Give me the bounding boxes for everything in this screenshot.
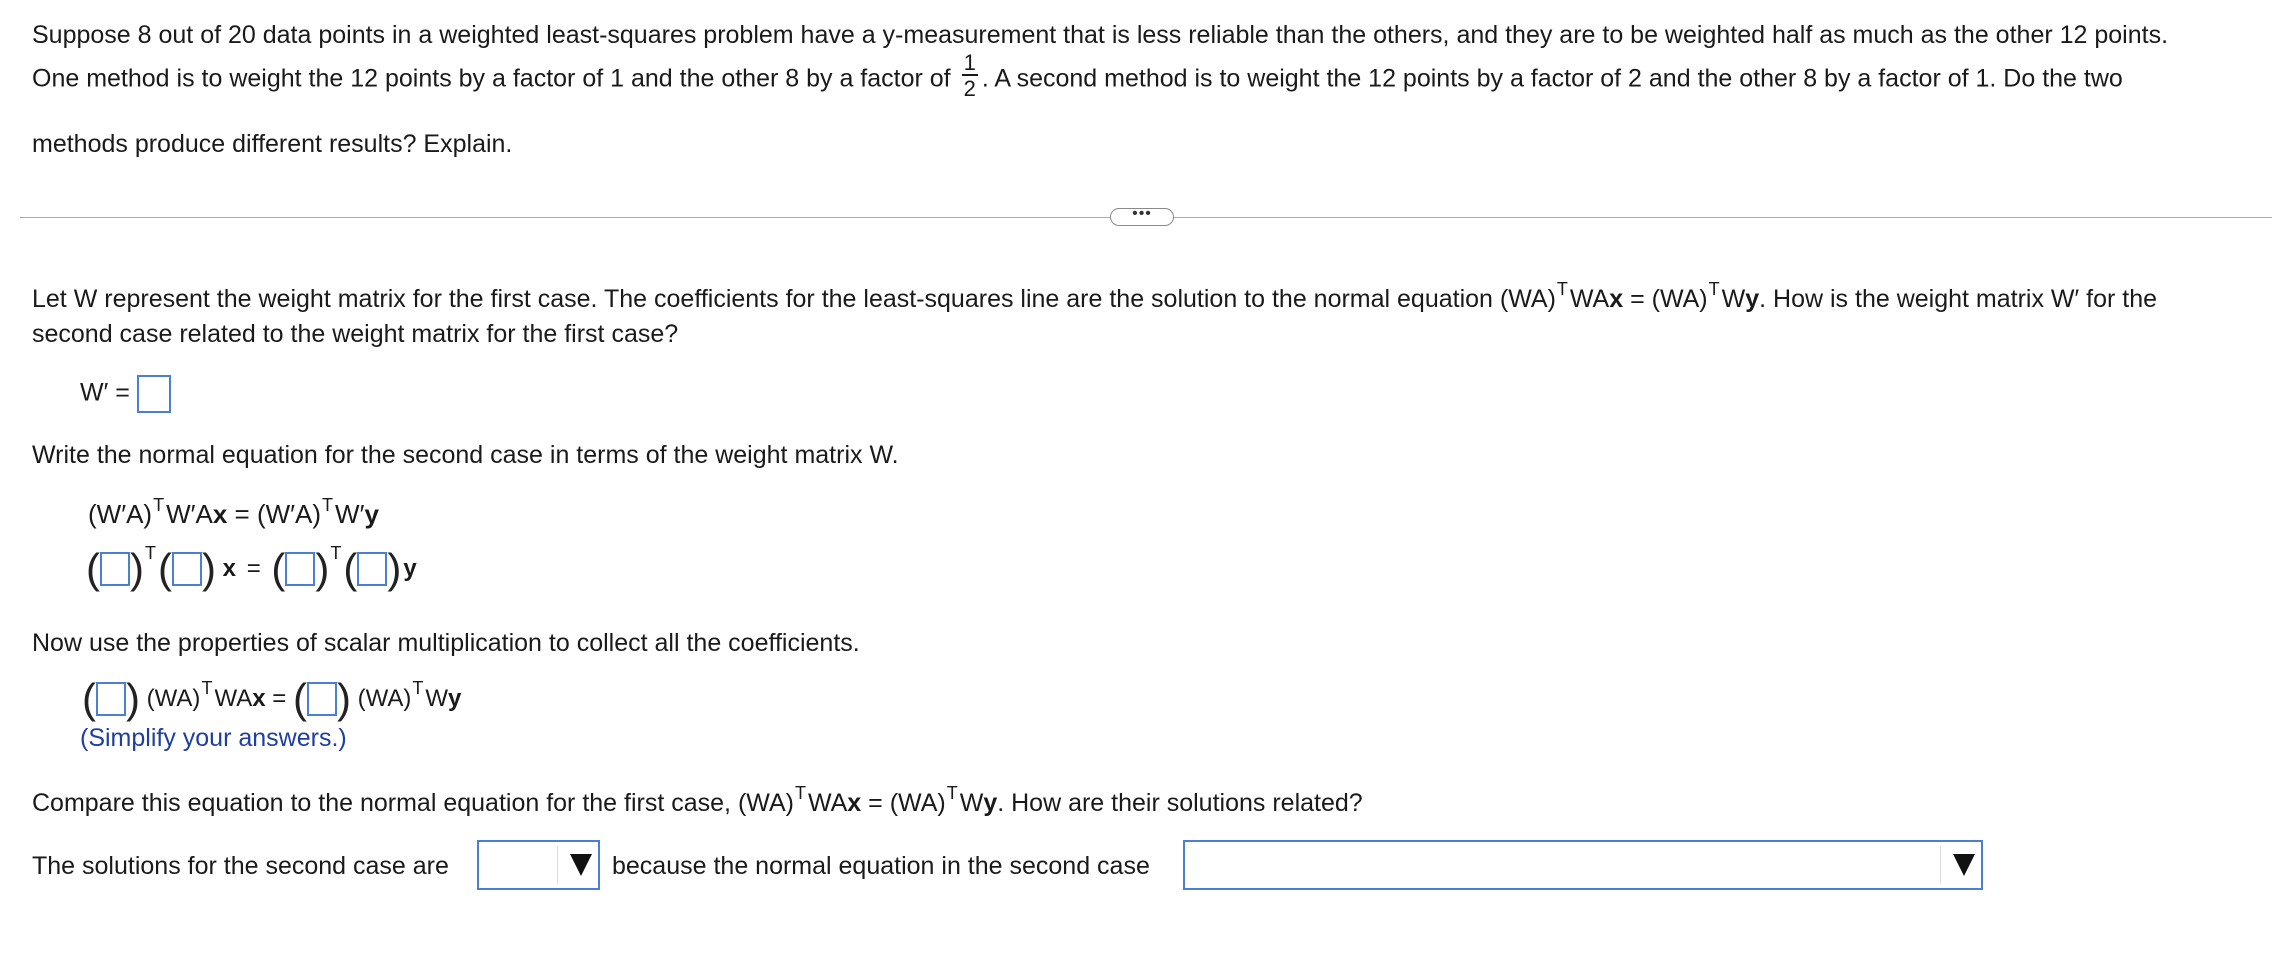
- part1-y: y: [1745, 285, 1760, 313]
- coef-w: W: [425, 685, 449, 712]
- eq-inputs-y: y: [403, 555, 417, 582]
- close-paren: ): [130, 545, 144, 592]
- transpose-sup: T: [201, 678, 213, 698]
- problem-line-2: [32, 50, 2123, 104]
- eq-input-1[interactable]: [100, 552, 130, 586]
- part1-line-1: [32, 279, 2158, 316]
- part3-prompt: Now use the properties of scalar multiplication to collect all the coefficients.: [32, 629, 860, 657]
- w-prime-answer-row: [80, 375, 171, 413]
- transpose-sup: T: [794, 783, 806, 803]
- coef-x: x: [252, 685, 266, 712]
- problem-line-3: methods produce different results? Explain.: [32, 130, 513, 158]
- part4-wa: WA: [807, 789, 848, 817]
- transpose-sup: T: [946, 783, 958, 803]
- coef-term-1: [146, 678, 293, 712]
- dropdown-arrow-icon: [1953, 854, 1975, 876]
- problem-line-2-end: . A second method is to weight the 12 points by a factor of 2 and the other 8 by a factor of 1. Do the two: [981, 64, 2123, 93]
- part1-x: x: [1609, 285, 1624, 313]
- expand-more-button[interactable]: •••: [1110, 208, 1174, 226]
- dropdown-separator: [1940, 846, 1941, 884]
- part4-text-start: Compare this equation to the normal equation for the first case, (WA): [32, 789, 794, 817]
- coef-input-1[interactable]: [96, 682, 126, 716]
- problem-line-1: Suppose 8 out of 20 data points in a weighted least-squares problem have a y-measurement that is less reliable than the others, and they are to be weighted half as much as the other 12 points.: [32, 21, 2169, 49]
- w-prime-label: W′ =: [80, 378, 130, 407]
- transpose-sup: T: [1708, 279, 1720, 299]
- open-paren: (: [271, 545, 286, 592]
- close-paren: ): [202, 545, 216, 592]
- eq-lhs-term: (W′A): [88, 499, 153, 529]
- part1-wa: WA: [1569, 285, 1610, 313]
- eq-rhs-w: W′: [335, 499, 365, 529]
- dropdown-arrow-icon: [570, 854, 592, 876]
- transpose-sup: T: [1556, 279, 1568, 299]
- part4-y: y: [983, 789, 998, 817]
- solutions-answer-label: The solutions for the second case are: [32, 852, 449, 880]
- eq-rhs-term: = (W′A): [227, 499, 322, 529]
- eq-input-4[interactable]: [357, 552, 387, 586]
- coef-input-2[interactable]: [307, 682, 337, 716]
- problem-line-2-start: One method is to weight the 12 points by a factor of 1 and the other 8 by a factor of: [32, 64, 951, 93]
- part1-w: W: [1721, 285, 1746, 313]
- normal-equation-inputs: [86, 543, 417, 592]
- transpose-sup: T: [330, 543, 342, 564]
- transpose-sup: T: [322, 495, 334, 515]
- open-paren: (: [343, 545, 358, 592]
- part1-line-2: second case related to the weight matrix for the first case?: [32, 320, 679, 348]
- coef-y: y: [448, 685, 462, 712]
- close-paren: ): [336, 675, 351, 722]
- coef-equals: =: [265, 685, 293, 712]
- part1-text-start: Let W represent the weight matrix for the first case. The coefficients for the least-squares line are the solution to the normal equation (WA): [32, 285, 1556, 313]
- open-paren: (: [158, 545, 172, 592]
- transpose-sup: T: [145, 543, 156, 564]
- coef-wa-3: (WA): [357, 685, 412, 712]
- eq-lhs-wa: W′A: [166, 499, 213, 529]
- because-label: because the normal equation in the second case: [612, 852, 1150, 880]
- eq-x: x: [212, 499, 228, 529]
- coef-term-2: [357, 678, 462, 712]
- fraction-one-half: [962, 52, 978, 100]
- part2-prompt: Write the normal equation for the second case in terms of the weight matrix W.: [32, 441, 899, 469]
- part4-eq: = (WA): [861, 789, 946, 817]
- w-prime-input[interactable]: [137, 375, 171, 413]
- part1-text-end: . How is the weight matrix W′ for the: [1759, 285, 2158, 313]
- reason-dropdown[interactable]: [1183, 840, 1983, 890]
- dropdown-separator: [557, 846, 558, 884]
- part4-prompt: [32, 783, 1363, 820]
- open-paren: (: [292, 675, 307, 722]
- transpose-sup: T: [153, 495, 165, 515]
- open-paren: (: [86, 545, 100, 592]
- simplify-hint: (Simplify your answers.): [80, 724, 347, 752]
- eq-inputs-equals: =: [246, 555, 261, 582]
- eq-inputs-x: x: [222, 555, 237, 582]
- fraction-numerator: 1: [963, 50, 976, 75]
- eq-input-2[interactable]: [172, 552, 202, 586]
- close-paren: ): [126, 675, 140, 722]
- coef-wa-2: WA: [214, 685, 253, 712]
- close-paren: ): [387, 545, 402, 592]
- part1-eq: = (WA): [1623, 285, 1708, 313]
- solutions-relation-dropdown[interactable]: [477, 840, 600, 890]
- normal-equation-second-case: [88, 495, 379, 533]
- close-paren: ): [315, 545, 330, 592]
- fraction-denominator: 2: [963, 76, 976, 101]
- part4-w: W: [959, 789, 984, 817]
- part4-x: x: [847, 789, 862, 817]
- collected-coefficients-equation: [82, 675, 462, 722]
- eq-input-3[interactable]: [285, 552, 315, 586]
- open-paren: (: [82, 675, 96, 722]
- transpose-sup: T: [412, 678, 424, 698]
- eq-y: y: [364, 499, 379, 529]
- part4-text-end: . How are their solutions related?: [997, 789, 1363, 817]
- coef-wa-1: (WA): [146, 685, 201, 712]
